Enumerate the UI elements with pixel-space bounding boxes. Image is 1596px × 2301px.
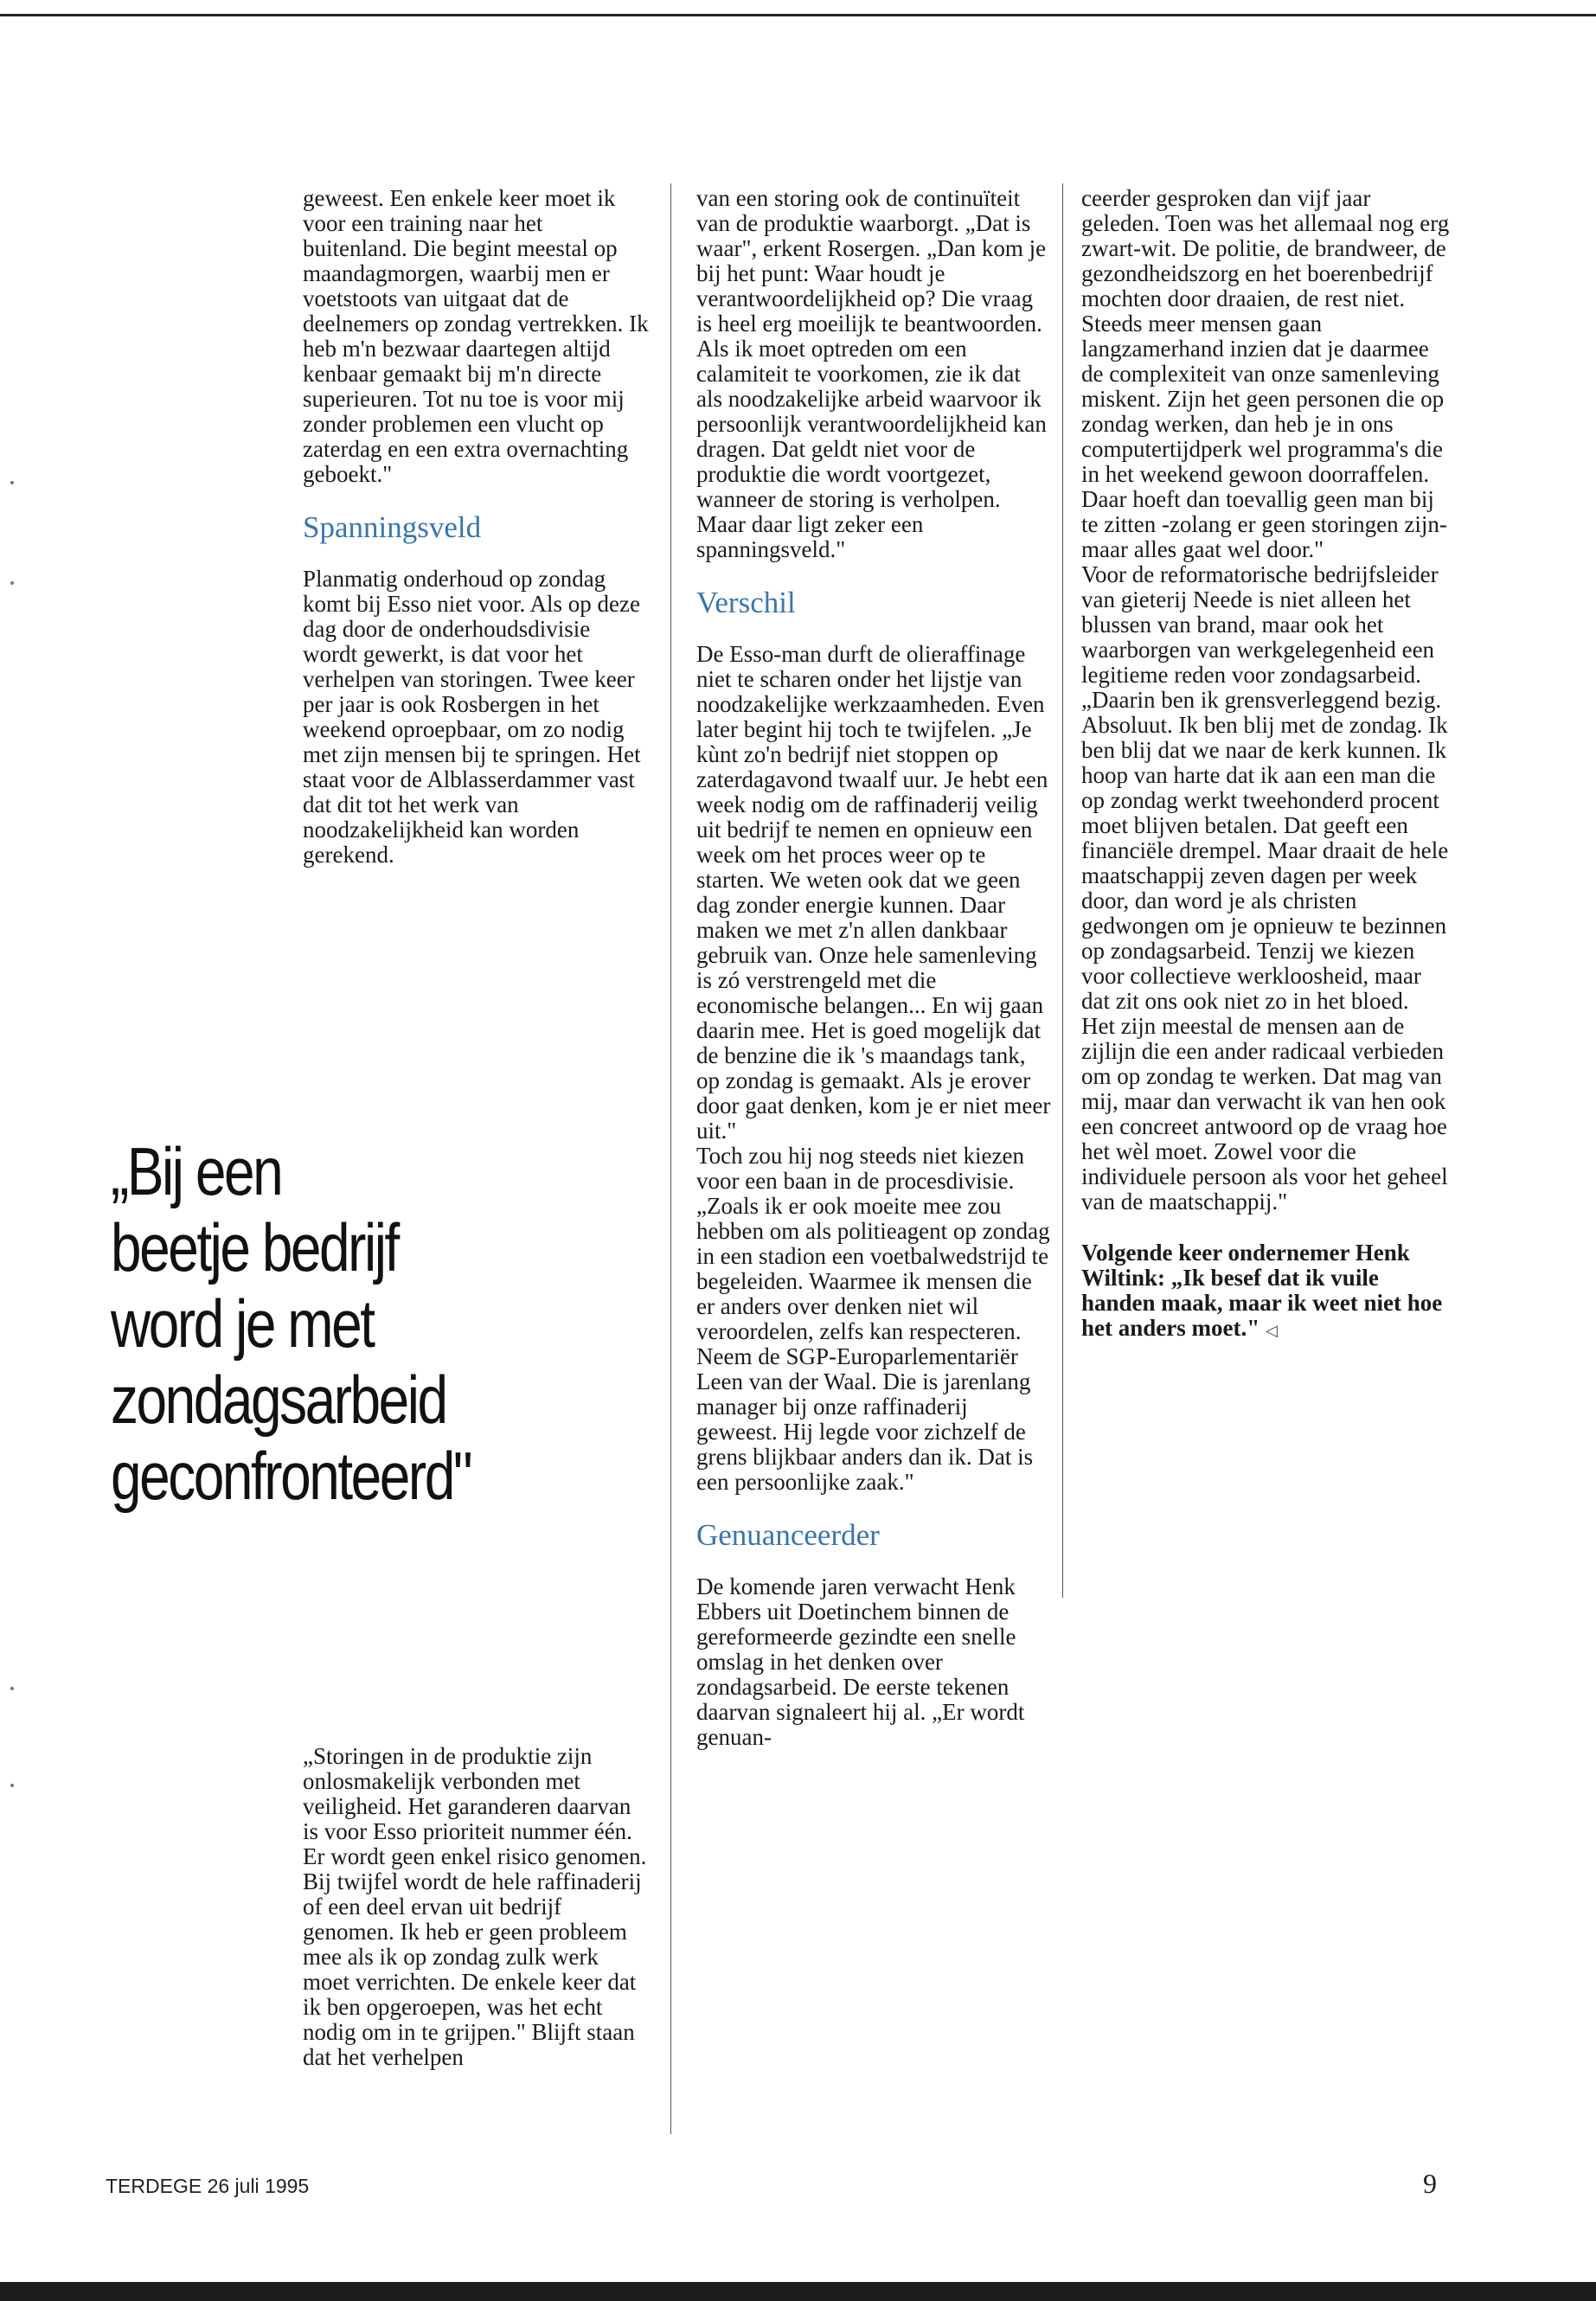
margin-dot [10,1687,14,1690]
margin-dot [10,581,14,585]
paragraph: Voor de reformatorische bedrijfsleider van gieterij Neede is niet alleen het blussen van brand, maar ook het waarborgen van werkgelegenheid een legitieme reden voor zondagsarbeid. „Daarin ben ik grensverleggend bezig. Absoluut. Ik ben blij met de zondag. Ik ben blij dat we naar de kerk kunnen. Ik hoop van harte dat ik aan een man die op zondag werkt tweehonderd procent moet blijven betalen. Dat geeft een financiële drempel. Maar draait de hele maatschappij zeven dagen per week door, dan word je als christen gedwongen om je opnieuw te bezinnen op zondagsarbeid. Tenzij we kiezen voor collectieve werkloosheid, maar dat zit ons ook niet zo in het bloed. [1081,561,1449,1014]
page-number: 9 [1423,2168,1437,2199]
paragraph: van een storing ook de continuïteit van de produktie waarborgt. „Dat is waar", erkent Rosergen. „Dan kom je bij het punt: Waar houdt je verantwoordelijkheid op? Die vraag is heel erg moeilijk te beantwoorden. Als ik moet optreden om een calamiteit te voorkomen, zie ik dat als noodzakelijke arbeid waarvoor ik persoonlijk verantwoordelijkheid kan dragen. Dat geldt niet voor de produktie die wordt voortgezet, wanneer de storing is verholpen. Maar daar ligt zeker een spanningsveld." [696,185,1047,562]
paragraph: „Storingen in de produktie zijn onlosmakelijk verbonden met veiligheid. Het garanderen daarvan is voor Esso prioriteit nummer één. Er wordt geen enkel risico genomen. Bij twijfel wordt de hele raffinaderij of een deel ervan uit bedrijf genomen. Ik heb er geen probleem mee als ik op zondag zulk werk moet verrichten. De enkele keer dat ik ben opgeroepen, was het echt nodig om in te grijpen." Blijft staan dat het verhelpen [303,1743,647,2070]
paragraph: Toch zou hij nog steeds niet kiezen voor een baan in de procesdivisie. „Zoals ik er ook moeite mee zou hebben om als politieagent op zondag in een stadion een voetbalwedstrijd te begeleiden. Waarmee ik mensen die er anders over denken niet wil veroordelen, zelfs kan respecteren. Neem de SGP-Europarlementariër Leen van der Waal. Die is jarenlang manager bij onze raffinaderij geweest. Hij legde voor zichzelf de grens blijkbaar anders dan ik. Dat is een persoonlijke zaak." [696,1143,1050,1495]
paragraph: Het zijn meestal de mensen aan de zijlijn die een ander radicaal verbieden om op zondag te werken. Dat mag van mij, maar dan verwacht ik van hen ook een concreet antwoord op de vraag hoe het wèl moet. Zowel voor die individuele persoon als voor het geheel van de maatschappij." [1081,1013,1448,1215]
paragraph: De Esso-man durft de olieraffinage niet te scharen onder het lijstje van noodzakelijke werkzaamheden. Even later begint hij toch te twijfelen. „Je kùnt zo'n bedrijf niet stoppen op zaterdagavond twaalf uur. Je hebt een week nodig om de raffinaderij veilig uit bedrijf te nemen en opnieuw een week om het proces weer op te starten. We weten ook dat we geen dag zonder energie kunnen. Daar maken we met z'n allen dankbaar gebruik van. Onze hele samenleving is zó verstrengeld met die economische belangen... En wij gaan daarin mee. Het is goed mogelijk dat de benzine die ik 's maandags tank, op zondag is gemaakt. Als je erover door gaat denken, kom je er niet meer uit." [696,641,1051,1144]
end-of-article-icon: ◁ [1265,1322,1278,1339]
teaser-text: Volgende keer ondernemer Henk Wiltink: „Ik besef dat ik vuile handen maak, maar ik weet niet hoe het anders moet." [1081,1240,1443,1341]
paragraph: geweest. Een enkele keer moet ik voor een training naar het buitenland. Die begint meestal op maandagmorgen, waarbij men er voetstoots van uitgaat dat de deelnemers op zondag vertrekken. Ik heb m'n bezwaar daartegen altijd kenbaar gemaakt bij m'n directe superieuren. Tot nu toe is voor mij zonder problemen een vlucht op zaterdag en een extra overnachting geboekt." [303,185,649,487]
paragraph: ceerder gesproken dan vijf jaar geleden. Toen was het allemaal nog erg zwart-wit. De politie, de brandweer, de gezondheidszorg en het boerenbedrijf mochten door draaien, de rest niet. Steeds meer mensen gaan langzamerhand inzien dat je daarmee de complexiteit van onze samenleving miskent. Zijn het geen personen die op zondag werken, dan heb je in ons computertijdperk wel programma's die in het weekend gewoon doorraffelen. Daar hoeft dan toevallig geen man bij te zitten -zolang er geen storingen zijn- maar alles gaat wel door." [1081,185,1450,562]
section-heading-verschil: Verschil [696,586,796,619]
section-heading-spanningsveld: Spanningsveld [303,510,482,544]
paragraph: Planmatig onderhoud op zondag komt bij Esso niet voor. Als op deze dag door de onderhoudsdivisie wordt gewerkt, is dat voor het verhelpen van storingen. Twee keer per jaar is ook Rosbergen in het weekend oproepbaar, om zo nodig met zijn mensen bij te springen. Het staat voor de Alblasserdammer vast dat dit tot het werk van noodzakelijkheid kan worden gerekend. [303,566,641,868]
column-rule [1062,183,1063,1598]
paragraph: De komende jaren verwacht Henk Ebbers uit Doetinchem binnen de gereformeerde gezindte een snelle omslag in het denken over zondagsarbeid. De eerste tekenen daarvan signaleert hij al. „Er wordt genuan- [696,1574,1025,1750]
column-3 [1081,186,1453,1343]
column-rule [670,183,671,2134]
column-1-lower [303,1744,649,2070]
publication-footer: TERDEGE 26 juli 1995 [106,2175,310,2197]
margin-dot [10,1784,14,1787]
top-rule [0,14,1596,16]
section-heading-genuanceerder: Genuanceerder [696,1518,880,1552]
margin-dot [10,481,14,484]
bottom-scan-edge [0,2282,1596,2301]
column-1 [303,186,649,868]
next-issue-teaser [1081,1240,1453,1343]
column-2 [696,186,1051,1750]
pull-quote: „Bij een beetje bedrijf word je met zondagsarbeid geconfronteerd" [111,1133,471,1514]
